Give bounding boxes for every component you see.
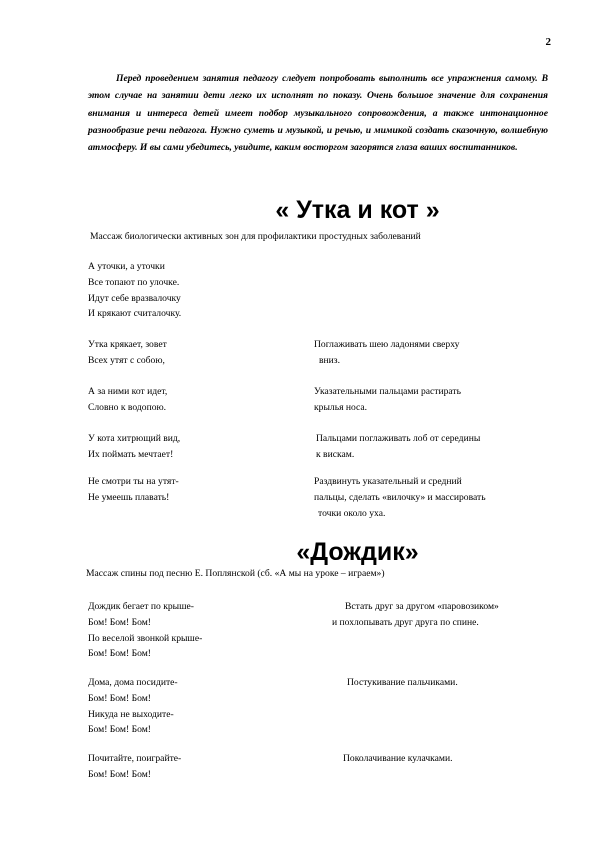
action-line: Поколачивание кулачками. — [343, 753, 453, 764]
poem-line: Никуда не выходите- — [88, 708, 174, 720]
poem-line: Почитайте, поиграйте- — [88, 753, 182, 764]
poem-line: Утка крякает, зовет — [88, 339, 167, 350]
section-subtitle-dozhdik: Массаж спины под песню Е. Поплянской (сб. «А мы на уроке – играем») — [86, 568, 385, 579]
page-number: 2 — [545, 36, 551, 48]
poem-line: Все топают по улочке. — [88, 276, 180, 288]
poem-line: Их поймать мечтает! — [88, 448, 174, 460]
poem-line: И крякают считалочку. — [88, 308, 182, 320]
stanza-text — [88, 384, 167, 416]
action-line: Пальцами поглаживать лоб от середины — [316, 433, 481, 444]
stanza-text — [88, 474, 179, 506]
poem-line: Не смотри ты на утят- — [88, 476, 179, 487]
intro-paragraph: Перед проведением занятия педагогу следует попробовать выполнить все упражнения самому. В этом случае на занятии дети легко их исполнят по показу. Очень большое значение для сохранения внимания и интереса детей имеет подбор музыкального сопровождения, а также интонационное разнообразие речи педагога. Нужно суметь и музыкой, и речью, и мимикой создать сказочную, волшебную атмосферу. И вы сами убедитесь, увидите, каким восторгом загорятся глаза ваших воспитанников. — [88, 73, 548, 154]
poem-line: Всех утят с собою, — [88, 354, 165, 366]
poem-line: Бом! Бом! Бом! — [88, 692, 151, 704]
poem-line: Дома, дома посидите- — [88, 677, 178, 688]
stanza-action — [316, 431, 480, 463]
action-line: и похлопывать друг друга по спине. — [332, 616, 479, 628]
poem-line: А уточки, а уточки — [88, 261, 165, 272]
poem-line: Словно к водопою. — [88, 401, 167, 413]
poem-line: Дождик бегает по крыше- — [88, 601, 194, 612]
poem-line: Бом! Бом! Бом! — [88, 616, 151, 628]
stanza-action — [314, 337, 459, 369]
action-line: Постукивание пальчиками. — [347, 677, 458, 688]
action-line: Указательными пальцами растирать — [314, 386, 461, 397]
stanza-action — [347, 675, 458, 691]
poem-line: Бом! Бом! Бом! — [88, 724, 151, 736]
stanza-action — [343, 751, 453, 767]
action-line: крылья носа. — [314, 401, 368, 413]
poem-line: Не умеешь плавать! — [88, 491, 170, 503]
stanza-action — [332, 599, 499, 631]
stanza-action — [314, 474, 486, 521]
stanza-text — [88, 337, 167, 369]
stanza-text — [88, 751, 181, 783]
poem-intro — [88, 259, 181, 322]
action-line: точки около уха. — [318, 507, 386, 519]
poem-line: Бом! Бом! Бом! — [88, 768, 151, 780]
stanza-action — [314, 384, 461, 416]
action-line: Раздвинуть указательный и средний — [314, 476, 462, 487]
poem-line: Бом! Бом! Бом! — [88, 648, 151, 660]
action-line: к вискам. — [316, 448, 355, 460]
action-line: вниз. — [319, 354, 340, 366]
poem-line: Идут себе вразвалочку — [88, 292, 181, 304]
action-line: пальцы, сделать «вилочку» и массировать — [314, 491, 486, 503]
stanza-text — [88, 675, 178, 738]
poem-line: А за ними кот идет, — [88, 386, 168, 397]
action-line: Встать друг за другом «паровозиком» — [345, 601, 499, 612]
section-title-utka-i-kot: « Утка и кот » — [275, 196, 440, 224]
section-title-dozhdik: «Дождик» — [296, 538, 419, 566]
stanza-text — [88, 431, 180, 463]
section-subtitle-utka-i-kot: Массаж биологически активных зон для профилактики простудных заболеваний — [90, 231, 421, 242]
poem-line: У кота хитрющий вид, — [88, 433, 181, 444]
action-line: Поглаживать шею ладонями сверху — [314, 339, 460, 350]
stanza-text — [88, 599, 202, 662]
poem-line: По веселой звонкой крыше- — [88, 632, 203, 644]
